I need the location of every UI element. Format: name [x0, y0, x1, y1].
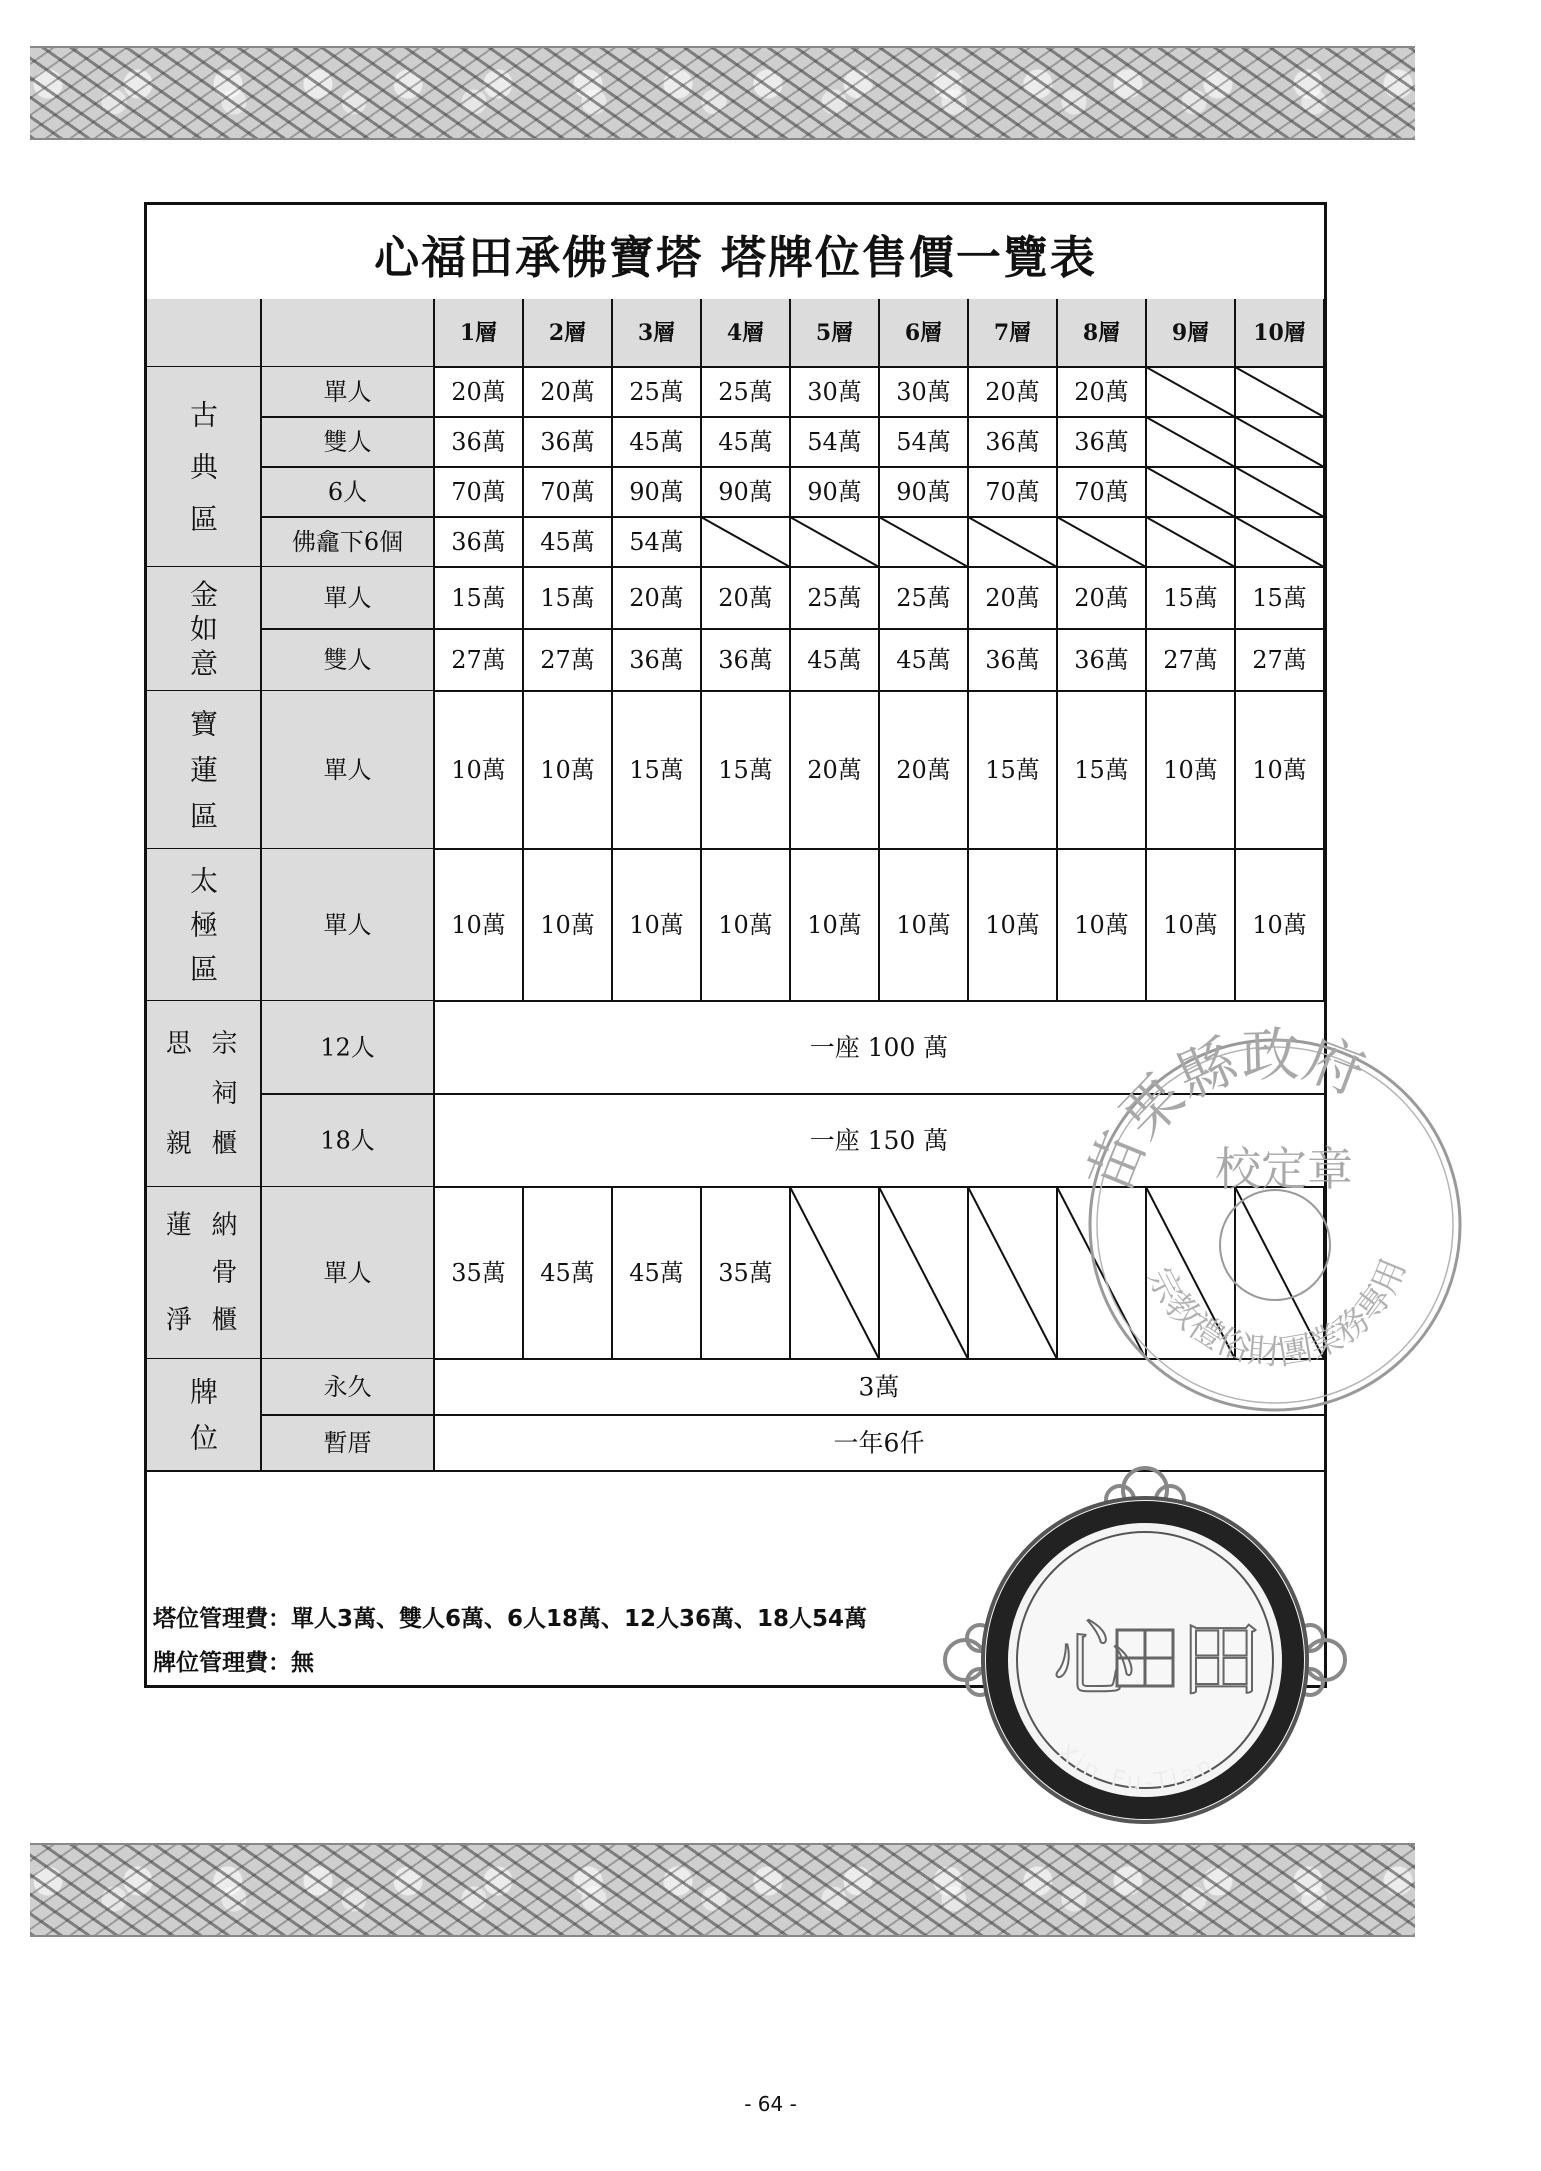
row-label: 暫厝	[323, 1429, 372, 1457]
price-cell: 36萬	[1074, 646, 1129, 674]
price-cell: 20萬	[807, 756, 862, 784]
price-cell: 10萬	[540, 911, 595, 939]
row-label: 12人	[320, 1033, 375, 1062]
price-cell: 20萬	[629, 584, 684, 612]
section-name-char: 櫃	[211, 1305, 238, 1336]
price-cell: 10萬	[1252, 911, 1307, 939]
price-cell: 70萬	[985, 478, 1040, 506]
logo-ring-text: Xin Fu-Tian	[1052, 1737, 1221, 1797]
section-name-char: 區	[189, 952, 219, 986]
price-cell: 10萬	[1074, 911, 1129, 939]
price-cell: 10萬	[1163, 756, 1218, 784]
price-cell: 35萬	[451, 1259, 506, 1287]
price-cell: 27萬	[451, 646, 506, 674]
row-label: 單人	[323, 756, 372, 784]
price-cell: 10萬	[451, 756, 506, 784]
row-label: 永久	[323, 1373, 372, 1401]
floor-header: 6層	[904, 320, 943, 346]
row-label: 單人	[323, 584, 372, 612]
xin-fu-tian-logo	[935, 1460, 1355, 1840]
price-cell: 90萬	[807, 478, 862, 506]
price-cell: 36萬	[451, 528, 506, 556]
price-cell: 10萬	[629, 911, 684, 939]
price-cell: 36萬	[985, 428, 1040, 456]
price-cell: 20萬	[896, 756, 951, 784]
price-cell: 25萬	[629, 378, 684, 406]
row-label: 佛龕下6個	[291, 528, 404, 556]
price-cell: 45萬	[896, 646, 951, 674]
price-cell: 70萬	[540, 478, 595, 506]
price-cell: 27萬	[1163, 646, 1218, 674]
price-cell: 90萬	[896, 478, 951, 506]
span-price: 3萬	[858, 1372, 900, 1402]
span-price: 一座 150 萬	[809, 1126, 949, 1155]
price-cell: 15萬	[540, 584, 595, 612]
price-cell: 25萬	[896, 584, 951, 612]
na-diagonal	[879, 1187, 968, 1359]
price-cell: 15萬	[1163, 584, 1218, 612]
row-label: 18人	[320, 1126, 375, 1155]
decorative-border-top	[30, 46, 1415, 140]
section-name-char: 寶	[189, 707, 219, 741]
section-name-char: 區	[189, 799, 219, 833]
floor-header: 1層	[459, 320, 498, 346]
price-cell: 15萬	[1252, 584, 1307, 612]
section-name-char: 太	[189, 864, 219, 898]
floor-header: 5層	[815, 320, 854, 346]
price-cell: 36萬	[540, 428, 595, 456]
seal-text: 苗栗縣政府	[1074, 1020, 1374, 1202]
price-cell: 36萬	[1074, 428, 1129, 456]
price-cell: 20萬	[985, 584, 1040, 612]
section-name-char: 納	[211, 1210, 238, 1241]
section-name-char: 位	[189, 1421, 219, 1455]
price-cell: 10萬	[451, 911, 506, 939]
price-cell: 25萬	[718, 378, 773, 406]
section-name-char: 蓮	[165, 1210, 192, 1241]
floor-header: 2層	[548, 320, 587, 346]
na-diagonal	[790, 1187, 879, 1359]
seal-subtext: 校定章	[1215, 1142, 1353, 1196]
row-label: 單人	[323, 378, 372, 406]
price-cell: 10萬	[540, 756, 595, 784]
header-blank-cell	[147, 299, 434, 367]
na-diagonal	[1146, 467, 1235, 517]
price-cell: 30萬	[896, 378, 951, 406]
section-name-char: 祠	[211, 1079, 238, 1109]
price-cell: 45萬	[807, 646, 862, 674]
floor-header: 10層	[1253, 320, 1306, 346]
section-name-char: 古	[189, 398, 219, 432]
section-name-char: 意	[189, 647, 219, 681]
row-label: 雙人	[323, 428, 372, 456]
floor-header: 3層	[637, 320, 676, 346]
management-fee-notes	[153, 1597, 867, 1685]
price-cell: 45萬	[540, 1259, 595, 1287]
price-cell: 10萬	[1163, 911, 1218, 939]
price-cell: 27萬	[1252, 646, 1307, 674]
na-diagonal	[1235, 367, 1324, 417]
price-cell: 45萬	[718, 428, 773, 456]
price-cell: 20萬	[1074, 584, 1129, 612]
price-cell: 20萬	[985, 378, 1040, 406]
price-cell: 54萬	[807, 428, 862, 456]
price-cell: 90萬	[718, 478, 773, 506]
price-cell: 15萬	[451, 584, 506, 612]
price-cell: 36萬	[718, 646, 773, 674]
section-name-char: 親	[165, 1129, 192, 1159]
page-number: - 64 -	[744, 2092, 797, 2116]
price-cell: 54萬	[896, 428, 951, 456]
price-cell: 70萬	[1074, 478, 1129, 506]
government-seal	[1065, 1015, 1485, 1435]
section-name-char: 櫃	[211, 1129, 238, 1159]
tower-fee-note: 塔位管理費：單人3萬、雙人6萬、6人18萬、12人36萬、18人54萬	[153, 1606, 868, 1632]
price-cell: 36萬	[985, 646, 1040, 674]
row-label: 6人	[327, 478, 368, 506]
section-name-char: 牌	[189, 1375, 219, 1409]
price-cell: 15萬	[1074, 756, 1129, 784]
span-price: 一年6仟	[833, 1428, 925, 1458]
seal-ring-text: 宗教禮俗財團業務專用	[1139, 1252, 1415, 1374]
price-cell: 20萬	[451, 378, 506, 406]
floor-header: 8層	[1082, 320, 1121, 346]
price-cell: 30萬	[807, 378, 862, 406]
section-name-char: 典	[189, 450, 219, 484]
decorative-border-bottom	[30, 1843, 1415, 1937]
price-cell: 10萬	[896, 911, 951, 939]
na-diagonal	[701, 517, 790, 567]
price-cell: 25萬	[807, 584, 862, 612]
tablet-fee-note: 牌位管理費：無	[153, 1650, 314, 1676]
floor-header: 4層	[726, 320, 765, 346]
na-diagonal	[790, 517, 879, 567]
row-label: 雙人	[323, 646, 372, 674]
section-name-char: 思	[165, 1029, 192, 1059]
price-cell: 54萬	[629, 528, 684, 556]
na-diagonal	[879, 517, 968, 567]
na-diagonal	[1146, 517, 1235, 567]
section-name-char: 淨	[165, 1305, 192, 1336]
price-cell: 70萬	[451, 478, 506, 506]
price-cell: 36萬	[451, 428, 506, 456]
floor-header: 7層	[993, 320, 1032, 346]
price-cell: 90萬	[629, 478, 684, 506]
na-diagonal	[1146, 417, 1235, 467]
section-name-char: 如	[189, 612, 219, 646]
floor-header: 9層	[1171, 320, 1210, 346]
logo-char-tian: 田	[1180, 1613, 1263, 1708]
na-diagonal	[1146, 367, 1235, 417]
section-name-char: 金	[189, 577, 219, 611]
price-cell: 45萬	[629, 1259, 684, 1287]
price-cell: 15萬	[985, 756, 1040, 784]
section-name-char: 區	[189, 502, 219, 536]
price-cell: 20萬	[1074, 378, 1129, 406]
na-diagonal	[968, 1187, 1057, 1359]
price-cell: 45萬	[540, 528, 595, 556]
na-diagonal	[1235, 467, 1324, 517]
price-cell: 20萬	[540, 378, 595, 406]
section-name-char: 極	[189, 908, 219, 942]
na-diagonal	[968, 517, 1057, 567]
table-title: 心福田承佛寶塔 塔牌位售價一覽表	[147, 205, 1324, 303]
price-cell: 10萬	[1252, 756, 1307, 784]
span-price: 一座 100 萬	[809, 1033, 949, 1062]
na-diagonal	[1057, 517, 1146, 567]
price-cell: 35萬	[718, 1259, 773, 1287]
na-diagonal	[1235, 417, 1324, 467]
logo-char-xin: 心	[1053, 1613, 1136, 1708]
price-cell: 45萬	[629, 428, 684, 456]
section-name-char: 宗	[211, 1029, 238, 1059]
price-cell: 27萬	[540, 646, 595, 674]
price-cell: 10萬	[985, 911, 1040, 939]
row-label: 單人	[323, 911, 372, 939]
price-cell: 15萬	[629, 756, 684, 784]
price-cell: 20萬	[718, 584, 773, 612]
row-label: 單人	[323, 1259, 372, 1287]
price-cell: 10萬	[807, 911, 862, 939]
price-cell: 10萬	[718, 911, 773, 939]
na-diagonal	[1235, 517, 1324, 567]
price-cell: 36萬	[629, 646, 684, 674]
price-cell: 15萬	[718, 756, 773, 784]
section-name-char: 蓮	[189, 753, 219, 787]
section-name-char: 骨	[211, 1258, 238, 1288]
